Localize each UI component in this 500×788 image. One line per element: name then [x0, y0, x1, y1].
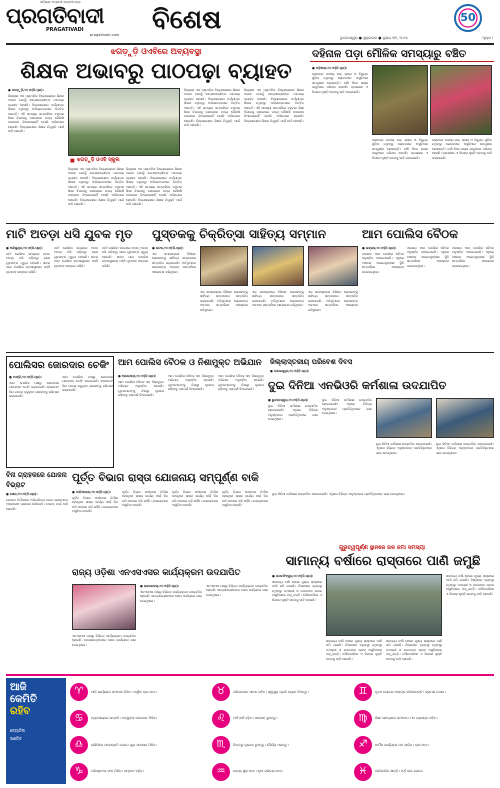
article-body-col3: ଏନଏସଏସ ପକ୍ଷରୁ ବିଭିନ୍ନ କାର୍ଯ୍ୟକ୍ରମ ଉଦ୍ଯାପିତ ହୋଇଛି। ଛାତ୍ରଛାତ୍ରୀମାନେ ସେବା କାର୍ଯ୍ୟରେ ଭାଗ ନେଇଥିଲେ।: [72, 634, 136, 647]
article-byline: ● ରାଉରକେଲା,୨୦।୭(ନି.ପ୍ର):: [140, 584, 180, 588]
virgo-icon: ♍: [354, 710, 372, 728]
sagittarius-icon: ♐: [354, 736, 372, 754]
zodiac-text: ପାରିବାରିକ ଶାନ୍ତି। ଅର୍ଥ ଲାଭ ଯୋଗ।: [375, 769, 424, 774]
brand-logo[interactable]: [6, 3, 124, 33]
zodiac-text: ପରିଶ୍ରମର ଫଳ ମିଳିବ। ସମ୍ମାନ ବଢ଼ିବ।: [91, 769, 145, 774]
article-body-col4: ଜିଲ୍ଲାର ଏକ ପ୍ରାଥମିକ ବିଦ୍ୟାଳୟରେ ଶିକ୍ଷକ ଅଭାବ ଯୋଗୁଁ ଛାତ୍ରଛାତ୍ରୀଙ୍କ ପାଠପଢ଼ା ବ୍ୟାହତ ହେଉଛି। ବିଦ୍ୟାଳୟରେ ପର୍ଯ୍ୟାପ୍ତ ଶିକ୍ଷକ ନଥିବାରୁ ଅଭିଭାବକମାନେ ଚିନ୍ତିତ ଅଛନ୍ତି। ଏହି ସମସ୍ୟା ସମ୍ପର୍କରେ ବହୁବାର ଶିକ୍ଷା ବିଭାଗକୁ ଜଣାଇଲେ ମଧ୍ୟ କୌଣସି ପଦକ୍ଷେପ ନିଆଯାଇନାହିଁ ବୋଲି ଅଭିଯୋଗ ହୋଇଛି। ବିଦ୍ୟାଳୟରେ ଶିକ୍ଷକ ନିଯୁକ୍ତି ପାଇଁ ଦାବି ହୋଇଛି।: [184, 88, 240, 128]
article-rainwater: [272, 544, 494, 670]
zodiac-text: ଧାର୍ମିକ କାର୍ଯ୍ୟରେ ମନ ଲାଗିବ। ଲାଭ ହେବ।: [375, 742, 430, 747]
article-ama-police: [362, 226, 494, 350]
horoscope-title-3: ରହିବ: [10, 706, 31, 717]
article-body-col2: ଏନଏସଏସ ପକ୍ଷରୁ ବିଭିନ୍ନ କାର୍ଯ୍ୟକ୍ରମ ଉଦ୍ଯାପିତ ହୋଇଛି। ଛାତ୍ରଛାତ୍ରୀମାନେ ସେବା କାର୍ଯ୍ୟରେ ଭାଗ ନେଇଥିଲେ।: [206, 584, 268, 597]
article-headline: ପୂର୍ତ୍ତ ବିଭାଗ ରାସ୍ତା ଯୋଜନାୟ ସମ୍ପୂର୍ଣ୍ଣ ବାକି: [72, 472, 259, 484]
caption-text: ଝଗଡ଼ୁଡ଼ି ଓଏବି ସ୍କୁଲ: [77, 157, 120, 163]
caption-marker-icon: ■: [70, 158, 75, 164]
zodiac-text: ଯାତ୍ରା ଶୁଭ ହେବ। ନୂଆ ପରିଚୟ ହେବ।: [233, 769, 284, 774]
article-scheme-issue: [6, 470, 68, 630]
article-body-col5: ଜିଲ୍ଲାର ଏକ ପ୍ରାଥମିକ ବିଦ୍ୟାଳୟରେ ଶିକ୍ଷକ ଅଭାବ ଯୋଗୁଁ ଛାତ୍ରଛାତ୍ରୀଙ୍କ ପାଠପଢ଼ା ବ୍ୟାହତ ହେଉଛି। ବିଦ୍ୟାଳୟରେ ପର୍ଯ୍ୟାପ୍ତ ଶିକ୍ଷକ ନଥିବାରୁ ଅଭିଭାବକମାନେ ଚିନ୍ତିତ ଅଛନ୍ତି। ଏହି ସମସ୍ୟା ସମ୍ପର୍କରେ ବହୁବାର ଶିକ୍ଷା ବିଭାଗକୁ ଜଣାଇଲେ ମଧ୍ୟ କୌଣସି ପଦକ୍ଷେପ ନିଆଯାଇନାହିଁ ବୋଲି ଅଭିଯୋଗ ହୋଇଛି। ବିଦ୍ୟାଳୟରେ ଶିକ୍ଷକ ନିଯୁକ୍ତି ପାଇଁ ଦାବି ହୋଇଛି।: [244, 88, 304, 123]
article-body: ମାଟି ଖୋଳିବା ସମୟରେ ହଠାତ୍ ଅତଡ଼ା ଧସି ପଡ଼ିବାରୁ ଜଣେ ଯୁବକଙ୍କ ମୃତ୍ୟୁ ହୋଇଛି। ଖବର ପାଇ ପୋଲିସ ଘଟଣାସ୍ଥଳରେ ପହଞ୍ଚି ମୃତଦେହ ଉଦ୍ଧାର କରିଛି।: [6, 252, 50, 274]
article-byline: ● ଟାଙ୍ଗି,୨୦।୭(ନି.ପ୍ର):: [9, 375, 42, 379]
article-body-col3: ମାଟି ଖୋଳିବା ସମୟରେ ହଠାତ୍ ଅତଡ଼ା ଧସି ପଡ଼ିବାରୁ ଜଣେ ଯୁବକଙ୍କ ମୃତ୍ୟୁ ହୋଇଛି। ଖବର ପାଇ ପୋଲିସ ଘଟଣାସ୍ଥଳରେ ପହଞ୍ଚି ମୃତଦେହ ଉଦ୍ଧାର କରିଛି।: [102, 246, 148, 268]
article-body: ଥାନା ପୋଲିସ ପକ୍ଷରୁ ଜୋରଦାର ଯାନବାହନ ଚେକିଂ କରାଯାଇଛି। ହେଲମେଟ ବିନା ଯାତ୍ରା କରୁଥିବା ଚାଳକଙ୍କୁ ଜରିମାନା କରାଯାଇଛି।: [9, 381, 59, 399]
workshop-photo-1: [376, 398, 432, 438]
article-nss: [72, 566, 268, 670]
capricorn-icon: ♑: [70, 763, 88, 781]
article-body: ଜିଲ୍ଲାର ଏକ ପ୍ରାଥମିକ ବିଦ୍ୟାଳୟରେ ଶିକ୍ଷକ ଅଭାବ ଯୋଗୁଁ ଛାତ୍ରଛାତ୍ରୀଙ୍କ ପାଠପଢ଼ା ବ୍ୟାହତ ହେଉଛି। ବିଦ୍ୟାଳୟରେ ପର୍ଯ୍ୟାପ୍ତ ଶିକ୍ଷକ ନଥିବାରୁ ଅଭିଭାବକମାନେ ଚିନ୍ତିତ ଅଛନ୍ତି। ଏହି ସମସ୍ୟା ସମ୍ପର୍କରେ ବହୁବାର ଶିକ୍ଷା ବିଭାଗକୁ ଜଣାଇଲେ ମଧ୍ୟ କୌଣସି ପଦକ୍ଷେପ ନିଆଯାଇନାହିଁ ବୋଲି ଅଭିଯୋଗ ହୋଇଛି। ବିଦ୍ୟାଳୟରେ ଶିକ୍ଷକ ନିଯୁକ୍ତି ପାଇଁ ଦାବି ହୋଇଛି।: [8, 94, 64, 134]
article-headline: ରାଜ୍ୟ ଓଡ଼ିଶା ଏନଏସଏସର କାର୍ଯ୍ୟକ୍ରମ ଉଦଯାପିତ: [72, 568, 241, 578]
zodiac-item: [70, 707, 210, 732]
article-headline: ବିନା ଗ୍ରାହକରେ ଯୋଜନା ବିଭ୍ରାଟ: [6, 471, 67, 489]
taurus-icon: ♉: [212, 683, 230, 701]
award-photo-3: [308, 246, 358, 286]
article-body-col3: ଜିଲ୍ଲାର ଏକ ପ୍ରାଥମିକ ବିଦ୍ୟାଳୟରେ ଶିକ୍ଷକ ଅଭାବ ଯୋଗୁଁ ଛାତ୍ରଛାତ୍ରୀଙ୍କ ପାଠପଢ଼ା ବ୍ୟାହତ ହେଉଛି। ବିଦ୍ୟାଳୟରେ ପର୍ଯ୍ୟାପ୍ତ ଶିକ୍ଷକ ନଥିବାରୁ ଅଭିଭାବକମାନେ ଚିନ୍ତିତ ଅଛନ୍ତି। ଏହି ସମସ୍ୟା ସମ୍ପର୍କରେ ବହୁବାର ଶିକ୍ଷା ବିଭାଗକୁ ଜଣାଇଲେ ମଧ୍ୟ କୌଣସି ପଦକ୍ଷେପ ନିଆଯାଇନାହିଁ ବୋଲି ଅଭିଯୋଗ ହୋଇଛି। ବିଦ୍ୟାଳୟରେ ଶିକ୍ଷକ ନିଯୁକ୍ତି ପାଇଁ ଦାବି ହୋଇଛି।: [126, 167, 182, 207]
article-headline: ଶିକ୍ଷକ ଅଭାବରୁ ପାଠପଢ଼ା ବ୍ୟାହତ: [20, 59, 292, 83]
aquarius-icon: ♒: [212, 763, 230, 781]
article-headline: ମାଟି ଅତଡ଼ା ଧସି ଯୁବକ ମୃତ: [6, 227, 133, 241]
article-body-col2: ଜିଲ୍ଲାର ଏକ ପ୍ରାଥମିକ ବିଦ୍ୟାଳୟରେ ଶିକ୍ଷକ ଅଭାବ ଯୋଗୁଁ ଛାତ୍ରଛାତ୍ରୀଙ୍କ ପାଠପଢ଼ା ବ୍ୟାହତ ହେଉଛି। ବିଦ୍ୟାଳୟରେ ପର୍ଯ୍ୟାପ୍ତ ଶିକ୍ଷକ ନଥିବାରୁ ଅଭିଭାବକମାନେ ଚିନ୍ତିତ ଅଛନ୍ତି। ଏହି ସମସ୍ୟା ସମ୍ପର୍କରେ ବହୁବାର ଶିକ୍ଷା ବିଭାଗକୁ ଜଣାଇଲେ ମଧ୍ୟ କୌଣସି ପଦକ୍ଷେପ ନିଆଯାଇନାହିଁ ବୋଲି ଅଭିଯୋଗ ହୋଇଛି। ବିଦ୍ୟାଳୟରେ ଶିକ୍ଷକ ନିଯୁକ୍ତି ପାଇଁ ଦାବି ହୋଇଛି।: [68, 167, 124, 207]
article-body-col4: ପୂର୍ତ୍ତ ବିଭାଗ ଅଧୀନରେ ନିର୍ମାଣ ହେଉଥିବା ରାସ୍ତା କାର୍ଯ୍ୟ ଦୀର୍ଘ ଦିନ ଧରି ଅଧାରେ ପଡ଼ି ରହିଛି। ଯାତାୟାତରେ ଅସୁବିଧା ହେଉଛି।: [222, 490, 268, 508]
cancer-icon: ♋: [70, 710, 88, 728]
article-kicker: ଝଗଡ଼ୁଡ଼ି ଓଏବିରେ ଅବ୍ୟବସ୍ଥା: [110, 47, 202, 56]
article-body: ସାମାନ୍ୟ ବର୍ଷା ହେଲେ ମୁଖ୍ୟ ରାସ୍ତାରେ ପାଣି ଜମି ଯାଉଛି। ନିଷ୍କାସନ ବ୍ୟବସ୍ଥା ନଥିବାରୁ ପଥଚାରୀ ଓ ଯାନବାହନ ଚାଳକ ଅସୁବିଧାରେ ପଡ଼ୁଛନ୍ତି। ପୌରପାଳିକା ଏ ଦିଗରେ ଦୃଷ୍ଟି ଦେବାକୁ ଦାବି ହୋଇଛି।: [272, 580, 322, 602]
article-body-col2: ସାମାନ୍ୟ ବର୍ଷା ହେଲେ ମୁଖ୍ୟ ରାସ୍ତାରେ ପାଣି ଜମି ଯାଉଛି। ନିଷ୍କାସନ ବ୍ୟବସ୍ଥା ନଥିବାରୁ ପଥଚାରୀ ଓ ଯାନବାହନ ଚାଳକ ଅସୁବିଧାରେ ପଡ଼ୁଛନ୍ତି। ପୌରପାଳିକା ଏ ଦିଗରେ ଦୃଷ୍ଟି ଦେବାକୁ ଦାବି ହୋଇଛି।: [326, 639, 382, 661]
article-byline: ● ଜଗତସିଂହପୁର,୨୦।୭(ନି.ପ୍ର):: [272, 574, 314, 578]
zodiac-item: [354, 760, 494, 785]
award-photo-2: [252, 246, 304, 286]
zodiac-item: [212, 707, 352, 732]
zodiac-item: [70, 680, 210, 705]
article-byline: ● ସୋର,୨୦।୭(ନି.ପ୍ର):: [6, 492, 38, 496]
brand-name-english: PRAGATIVADI: [46, 27, 84, 33]
page-number: ପୃଷ୍ଠା ୮: [482, 36, 494, 40]
article-headline: ଆମ ପୋଲିସ ବୈଠକ ଓ ନିଶାମୁକ୍ତ ଅଭିଯାନ: [118, 358, 262, 368]
waterlogged-road-photo: [326, 574, 442, 636]
article-road-incomplete: [72, 470, 268, 562]
article-body-col2: ପୂର୍ତ୍ତ ବିଭାଗ ଅଧୀନରେ ନିର୍ମାଣ ହେଉଥିବା ରାସ୍ତା କାର୍ଯ୍ୟ ଦୀର୍ଘ ଦିନ ଧରି ଅଧାରେ ପଡ଼ି ରହିଛି। ଯାତାୟାତରେ ଅସୁବିଧା ହେଉଛି।: [122, 490, 168, 508]
zodiac-item: [354, 733, 494, 758]
brand-name: ପ୍ରଗତିବାଦୀ: [6, 3, 104, 28]
article-byline: ● ଅଣିକୁଣ୍ଡ,୨୦।୭(ନି.ପ୍ର):: [6, 246, 43, 250]
article-teacher-shortage: [6, 46, 306, 222]
article-headline: ଜିଲ୍ଲାସ୍ତରୀୟ ପରିବେଶ ଦିବସ: [270, 358, 353, 366]
nss-event-photo: [72, 584, 136, 630]
gemini-icon: ♊: [354, 683, 372, 701]
section-rule-1: [6, 223, 494, 224]
article-body-col3: ଦୁଇ ଦିନିଆ କର୍ମଶାଳା ଉଦ୍ଯାପିତ ହୋଇଯାଇଛି। ଏଥିରେ ବିଭିନ୍ନ ଅନୁଷ୍ଠାନର ପ୍ରତିନିଧିମାନେ ଭାଗ ନେଇଥିଲେ।: [376, 442, 432, 455]
tagline: ଓଡ଼ିଶାର ଅଗ୍ରଣୀ ସମ୍ବାଦପତ୍ର: [40, 0, 81, 4]
zodiac-text: ପରିବାରରେ ଆନନ୍ଦ ରହିବ। ସ୍ୱାସ୍ଥ୍ୟ ପ୍ରତି ଧ୍ୟାନ ଦିଅନ୍ତୁ।: [233, 689, 309, 694]
scorpio-icon: ♏: [212, 736, 230, 754]
zodiac-item: [354, 707, 494, 732]
zodiac-text: ଶିକ୍ଷା କ୍ଷେତ୍ରରେ ସଫଳତା। ମନ ପ୍ରସନ୍ନ ରହିବ।: [375, 716, 438, 721]
article-body-col2: ଥାନା ପୋଲିସ ପକ୍ଷରୁ ଜୋରଦାର ଯାନବାହନ ଚେକିଂ କରାଯାଇଛି। ହେଲମେଟ ବିନା ଯାତ୍ରା କରୁଥିବା ଚାଳକଙ୍କୁ ଜରିମାନା କରାଯାଇଛି।: [62, 375, 113, 393]
article-body: ଗ୍ରାମରେ ପାନୀୟ ଜଳ, ରାସ୍ତା ଓ ବିଦ୍ୟୁତ୍ ସୁବିଧା ନଥିବାରୁ ଲୋକମାନେ ଅସୁବିଧାର ସମ୍ମୁଖୀନ ହେଉଛନ୍ତି। ବର୍ଷା ଦିନେ ରାସ୍ତା କାଦୁଅରେ ପରିଣତ ହେଉଛି। ପ୍ରଶାସନ ଏ ଦିଗରେ ଦୃଷ୍ଟି ଦେବାକୁ ଦାବି କରାଯାଇଛି।: [312, 72, 368, 94]
article-dhenkanal: [310, 46, 494, 222]
zodiac-text: ବ୍ୟବସାୟରେ ଉନ୍ନତି। ବନ୍ଧୁଙ୍କ ସହଯୋଗ ମିଳିବ।: [91, 716, 158, 721]
article-body-col4: ସାମାନ୍ୟ ବର୍ଷା ହେଲେ ମୁଖ୍ୟ ରାସ୍ତାରେ ପାଣି ଜମି ଯାଉଛି। ନିଷ୍କାସନ ବ୍ୟବସ୍ଥା ନଥିବାରୁ ପଥଚାରୀ ଓ ଯାନବାହନ ଚାଳକ ଅସୁବିଧାରେ ପଡ଼ୁଛନ୍ତି। ପୌରପାଳିକା ଏ ଦିଗରେ ଦୃଷ୍ଟି ଦେବାକୁ ଦାବି ହୋଇଛି।: [446, 574, 494, 596]
zodiac-item: [212, 760, 352, 785]
aries-icon: ♈: [70, 683, 88, 701]
zodiac-text: ଚାକିରିରେ ପଦୋନ୍ନତି ଯୋଗ। ଶୁଭ ସମାଚାର ମିଳିବ।: [91, 742, 158, 747]
article-body: ଥାନାରେ ଆମ ପୋଲିସ ବୈଠକ ଅନୁଷ୍ଠିତ ହୋଇଯାଇଛି। ଏଥିରେ ଅଞ୍ଚଳର ଆଇନଶୃଙ୍ଖଳା ସ୍ଥିତି ସମ୍ପର୍କରେ ଆଲୋଚନା କରାଯାଇଥିଲା।: [362, 252, 404, 274]
article-byline: ● ବାଲେଶ୍ୱର,୨୦।୭(ନି.ପ୍ର):: [270, 369, 310, 373]
website-link[interactable]: pragativadi.com: [90, 33, 120, 37]
article-kicker: ଗୁରୁତ୍ୱପୂର୍ଣ୍ଣ ସ୍ଥାନରେ ଜଳ ଜମା ସମସ୍ୟା: [338, 545, 426, 551]
horoscope-author: ପଣ୍ଡିତ: [10, 736, 22, 741]
masthead-rule: [6, 43, 494, 45]
article-workshop: [268, 378, 494, 490]
article-byline: ● ଝଗଡ଼ୁଡ଼ି,୨୦।୭(ନି.ପ୍ର):: [8, 88, 44, 92]
zodiac-item: [70, 760, 210, 785]
article-body-col2: ଗ୍ରାମରେ ପାନୀୟ ଜଳ, ରାସ୍ତା ଓ ବିଦ୍ୟୁତ୍ ସୁବିଧା ନଥିବାରୁ ଲୋକମାନେ ଅସୁବିଧାର ସମ୍ମୁଖୀନ ହେଉଛନ୍ତି। ବର୍ଷା ଦିନେ ରାସ୍ତା କାଦୁଅରେ ପରିଣତ ହେଉଛି। ପ୍ରଶାସନ ଏ ଦିଗରେ ଦୃଷ୍ଟି ଦେବାକୁ ଦାବି କରାଯାଇଛି।: [372, 138, 428, 160]
villagers-photo: [430, 65, 492, 135]
article-body-col2: ଥାନାରେ ଆମ ପୋଲିସ ବୈଠକ ଅନୁଷ୍ଠିତ ହୋଇଯାଇଛି। ଏଥିରେ ଅଞ୍ଚଳର ଆଇନଶୃଙ୍ଖଳା ସ୍ଥିତି ସମ୍ପର୍କରେ ଆଲୋଚନା କରାଯାଇଥିଲା।: [407, 246, 449, 268]
article-body-col3: ଥାନାରେ ଆମ ପୋଲିସ ବୈଠକ ଅନୁଷ୍ଠିତ ହୋଇଯାଇଛି। ଏଥିରେ ଅଞ୍ଚଳର ଆଇନଶୃଙ୍ଖଳା ସ୍ଥିତି ସମ୍ପର୍କରେ ଆଲୋଚନା କରାଯାଇଥିଲା।: [452, 246, 494, 268]
section-rule-2: [6, 352, 494, 353]
school-photo: [68, 88, 180, 156]
article-byline: ● ଅଡ଼ିଆକ,୨୦।୭(ନି.ପ୍ର):: [312, 66, 348, 70]
article-headline: ଆମ ପୋଲିସ ବୈଠକ: [362, 227, 459, 241]
zodiac-item: [70, 733, 210, 758]
article-byline: ● ବାଲିଆପାଳ,୨୦।୭(ନି.ପ୍ର):: [72, 490, 111, 494]
article-literature-award: [152, 226, 358, 350]
article-body: ଆମ ପୋଲିସ ବୈଠକ ସହ ନିଶାମୁକ୍ତ ଅଭିଯାନ ଅନୁଷ୍ଠିତ ହୋଇଛି। ଯୁବକମାନଙ୍କୁ ନିଶାରୁ ଦୂରେଇ ରହିବାକୁ ପରାମର୍ଶ ଦିଆଯାଇଛି।: [118, 380, 164, 398]
article-headline: ପୋଲିସର ଜୋରଦାର ଚେକିଂ: [9, 360, 109, 371]
article-body-col2: ମାଟି ଖୋଳିବା ସମୟରେ ହଠାତ୍ ଅତଡ଼ା ଧସି ପଡ଼ିବାରୁ ଜଣେ ଯୁବକଙ୍କ ମୃତ୍ୟୁ ହୋଇଛି। ଖବର ପାଇ ପୋଲିସ ଘଟଣାସ୍ଥଳରେ ପହଞ୍ଚି ମୃତଦେହ ଉଦ୍ଧାର କରିଛି।: [54, 246, 98, 268]
horoscope-title-box: [6, 678, 66, 784]
zodiac-text: ନୂତନ ଯୋଜନା ଆରମ୍ଭ କରିପାରନ୍ତି। ଭ୍ରମଣ ଯୋଗ।: [375, 689, 446, 694]
article-body-col2: ଆମ ପୋଲିସ ବୈଠକ ସହ ନିଶାମୁକ୍ତ ଅଭିଯାନ ଅନୁଷ୍ଠିତ ହୋଇଛି। ଯୁବକମାନଙ୍କୁ ନିଶାରୁ ଦୂରେଇ ରହିବାକୁ ପରାମର୍ଶ ଦିଆଯାଇଛି।: [168, 374, 214, 392]
horoscope-author-label: ଜ୍ୟୋତିଷ: [10, 728, 25, 733]
article-byline: ● କଟକ,୨୦।୭(ନି.ପ୍ର):: [152, 246, 184, 250]
article-body-col3: ଆମ ପୋଲିସ ବୈଠକ ସହ ନିଶାମୁକ୍ତ ଅଭିଯାନ ଅନୁଷ୍ଠିତ ହୋଇଛି। ଯୁବକମାନଙ୍କୁ ନିଶାରୁ ଦୂରେଇ ରହିବାକୁ ପରାମର୍ଶ ଦିଆଯାଇଛି।: [218, 374, 264, 392]
article-body-col2: ଦୁଇ ଦିନିଆ କର୍ମଶାଳା ଉଦ୍ଯାପିତ ହୋଇଯାଇଛି। ଏଥିରେ ବିଭିନ୍ନ ଅନୁଷ୍ଠାନର ପ୍ରତିନିଧିମାନେ ଭାଗ ନେଇଥିଲେ।: [322, 398, 372, 416]
libra-icon: ♎: [70, 736, 88, 754]
horoscope-panel: [6, 674, 494, 784]
article-environment-day: [268, 356, 494, 376]
article-body-col3: ପୂର୍ତ୍ତ ବିଭାଗ ଅଧୀନରେ ନିର୍ମାଣ ହେଉଥିବା ରାସ୍ତା କାର୍ଯ୍ୟ ଦୀର୍ଘ ଦିନ ଧରି ଅଧାରେ ପଡ଼ି ରହିଛି। ଯାତାୟାତରେ ଅସୁବିଧା ହେଉଛି।: [172, 490, 218, 508]
zodiac-item: [354, 680, 494, 705]
article-body: ଏକ ସମାରୋହରେ ବିଶିଷ୍ଟ ଲେଖକଙ୍କୁ ସାହିତ୍ୟ ସମ୍ମାନରେ ସମ୍ମାନିତ କରାଯାଇଛି। ଅତିଥିମାନେ ଲେଖକଙ୍କ ଅବଦାନ ସମ୍ପର୍କରେ ଆଲୋଚନା କରିଥିଲେ।: [152, 252, 196, 274]
article-body-col4: ଦୁଇ ଦିନିଆ କର୍ମଶାଳା ଉଦ୍ଯାପିତ ହୋଇଯାଇଛି। ଏଥିରେ ବିଭିନ୍ନ ଅନୁଷ୍ଠାନର ପ୍ରତିନିଧିମାନେ ଭାଗ ନେଇଥିଲେ।: [436, 442, 494, 455]
dateline: ଭୁବନେଶ୍ୱର ● ଶୁକ୍ରବାର ● ଜୁଲାଇ ୩୧, ୨୦୨୪: [340, 36, 408, 40]
section-title: ବିଶେଷ: [152, 5, 222, 35]
article-headline: ସାମାନ୍ୟ ବର୍ଷାରେ ରାସ୍ତାରେ ପାଣି ଜମୁଛି: [285, 554, 481, 569]
zodiac-item: [212, 733, 352, 758]
article-body: ଦୁଇ ଦିନିଆ କର୍ମଶାଳା ଉଦ୍ଯାପିତ ହୋଇଯାଇଛି। ଏଥିରେ ବିଭିନ୍ନ ଅନୁଷ୍ଠାନର ପ୍ରତିନିଧିମାନେ ଭାଗ ନେଇଥିଲେ।: [268, 404, 318, 422]
article-headline: ପୁସ୍ତକକୁ ଚିକ୍ରିତ୍ସା ସାହିତ୍ୟ ସମ୍ମାନ: [152, 227, 327, 241]
anniversary-emblem: [445, 3, 491, 33]
article-body-col3: ସାମାନ୍ୟ ବର୍ଷା ହେଲେ ମୁଖ୍ୟ ରାସ୍ତାରେ ପାଣି ଜମି ଯାଉଛି। ନିଷ୍କାସନ ବ୍ୟବସ୍ଥା ନଥିବାରୁ ପଥଚାରୀ ଓ ଯାନବାହନ ଚାଳକ ଅସୁବିଧାରେ ପଡ଼ୁଛନ୍ତି। ପୌରପାଳିକା ଏ ଦିଗରେ ଦୃଷ୍ଟି ଦେବାକୁ ଦାବି ହୋଇଛି।: [386, 639, 442, 661]
zodiac-text: ଆଜି କାର୍ଯ୍ୟରେ ସଫଳତା ମିଳିବ। ଆର୍ଥିକ ଲାଭ ହେବ।: [91, 689, 158, 694]
article-body: ଏନଏସଏସ ପକ୍ଷରୁ ବିଭିନ୍ନ କାର୍ଯ୍ୟକ୍ରମ ଉଦ୍ଯାପିତ ହୋଇଛି। ଛାତ୍ରଛାତ୍ରୀମାନେ ସେବା କାର୍ଯ୍ୟରେ ଭାଗ ନେଇଥିଲେ।: [140, 590, 202, 603]
pisces-icon: ♓: [354, 763, 372, 781]
article-ama-police-drugfree: [118, 356, 264, 468]
anniversary-number: 50: [460, 11, 476, 24]
article-body-col3: ଏକ ସମାରୋହରେ ବିଶିଷ୍ଟ ଲେଖକଙ୍କୁ ସାହିତ୍ୟ ସମ୍ମାନରେ ସମ୍ମାନିତ କରାଯାଇଛି। ଅତିଥିମାନେ ଲେଖକଙ୍କ ଅବଦାନ ସମ୍ପର୍କରେ ଆଲୋଚନା କରିଥିଲେ।: [252, 290, 304, 308]
village-road-photo: [372, 65, 428, 135]
article-body-col2: ଏକ ସମାରୋହରେ ବିଶିଷ୍ଟ ଲେଖକଙ୍କୁ ସାହିତ୍ୟ ସମ୍ମାନରେ ସମ୍ମାନିତ କରାଯାଇଛି। ଅତିଥିମାନେ ଲେଖକଙ୍କ ଅବଦାନ ସମ୍ପର୍କରେ ଆଲୋଚନା କରିଥିଲେ।: [200, 290, 248, 312]
article-youth-death: [6, 226, 148, 350]
photo-caption: [68, 157, 180, 165]
horoscope-title-2: କେମିତି: [10, 694, 38, 705]
article-body-col4: ଏକ ସମାରୋହରେ ବିଶିଷ୍ଟ ଲେଖକଙ୍କୁ ସାହିତ୍ୟ ସମ୍ମାନରେ ସମ୍ମାନିତ କରାଯାଇଛି। ଅତିଥିମାନେ ଲେଖକଙ୍କ ଅବଦାନ ସମ୍ପର୍କରେ ଆଲୋଚନା କରିଥିଲେ।: [308, 290, 358, 312]
zodiac-text: ବିବାଦରୁ ଦୂରେଇ ରୁହନ୍ତୁ। ଧୈର୍ଯ୍ୟ ଧରନ୍ତୁ।: [233, 742, 289, 747]
zodiac-text: ଅର୍ଥ ଖର୍ଚ୍ଚ ବଢ଼ିବ। ସାବଧାନ ରୁହନ୍ତୁ।: [233, 716, 278, 721]
article-body: ପୂର୍ତ୍ତ ବିଭାଗ ଅଧୀନରେ ନିର୍ମାଣ ହେଉଥିବା ରାସ୍ତା କାର୍ଯ୍ୟ ଦୀର୍ଘ ଦିନ ଧରି ଅଧାରେ ପଡ଼ି ରହିଛି। ଯାତାୟାତରେ ଅସୁବିଧା ହେଉଛି।: [72, 496, 118, 514]
article-body-col3: ଗ୍ରାମରେ ପାନୀୟ ଜଳ, ରାସ୍ତା ଓ ବିଦ୍ୟୁତ୍ ସୁବିଧା ନଥିବାରୁ ଲୋକମାନେ ଅସୁବିଧାର ସମ୍ମୁଖୀନ ହେଉଛନ୍ତି। ବର୍ଷା ଦିନେ ରାସ୍ତା କାଦୁଅରେ ପରିଣତ ହେଉଛି। ପ୍ରଶାସନ ଏ ଦିଗରେ ଦୃଷ୍ଟି ଦେବାକୁ ଦାବି କରାଯାଇଛି।: [432, 138, 492, 160]
zodiac-item: [212, 680, 352, 705]
workshop-continued: ଦୁଇ ଦିନିଆ କର୍ମଶାଳା ଉଦ୍ଯାପିତ ହୋଇଯାଇଛି। ଏଥିରେ ବିଭିନ୍ନ ଅନୁଷ୍ଠାନର ପ୍ରତିନିଧିମାନେ ଭାଗ ନେଇଥିଲେ।: [272, 492, 405, 496]
article-byline: ● ଆଗରପଡ଼ା,୨୦।୭(ନି.ପ୍ର):: [118, 374, 157, 378]
article-body: ଯୋଜନା ନିର୍ମାଣରେ ଅନିୟମିତତା ନେଇ ଲୋକମାନେ ଅସନ୍ତୋଷ ପ୍ରକାଶ କରିଛନ୍ତି। ତଦନ୍ତ ପାଇଁ ଦାବି ହୋଇଛି।: [6, 498, 68, 511]
article-headline: ଦହିନାଳ ପଡ଼ା ମୌଳିକ ସମସ୍ୟାରୁ ବଞ୍ଚିତ: [312, 48, 467, 60]
article-byline: ● ଭଦ୍ରକ,୨୦।୭(ନି.ପ୍ର):: [362, 246, 397, 250]
article-headline: ଦୁଇ ଦିନିଆ ଏନଭିଓରି କର୍ମଶାଳା ଉଦଯାପିତ: [268, 379, 447, 392]
masthead: [0, 0, 500, 42]
award-photo-1: [200, 246, 248, 286]
horoscope-title-1: ଆଜି: [10, 682, 27, 693]
workshop-photo-2: [436, 398, 494, 438]
article-byline: ● ଭୁବନେଶ୍ୱର,୨୦।୭(ନି.ପ୍ର):: [268, 398, 309, 402]
horoscope-grid: [70, 680, 494, 784]
article-police-checking: [6, 356, 114, 468]
leo-icon: ♌: [212, 710, 230, 728]
